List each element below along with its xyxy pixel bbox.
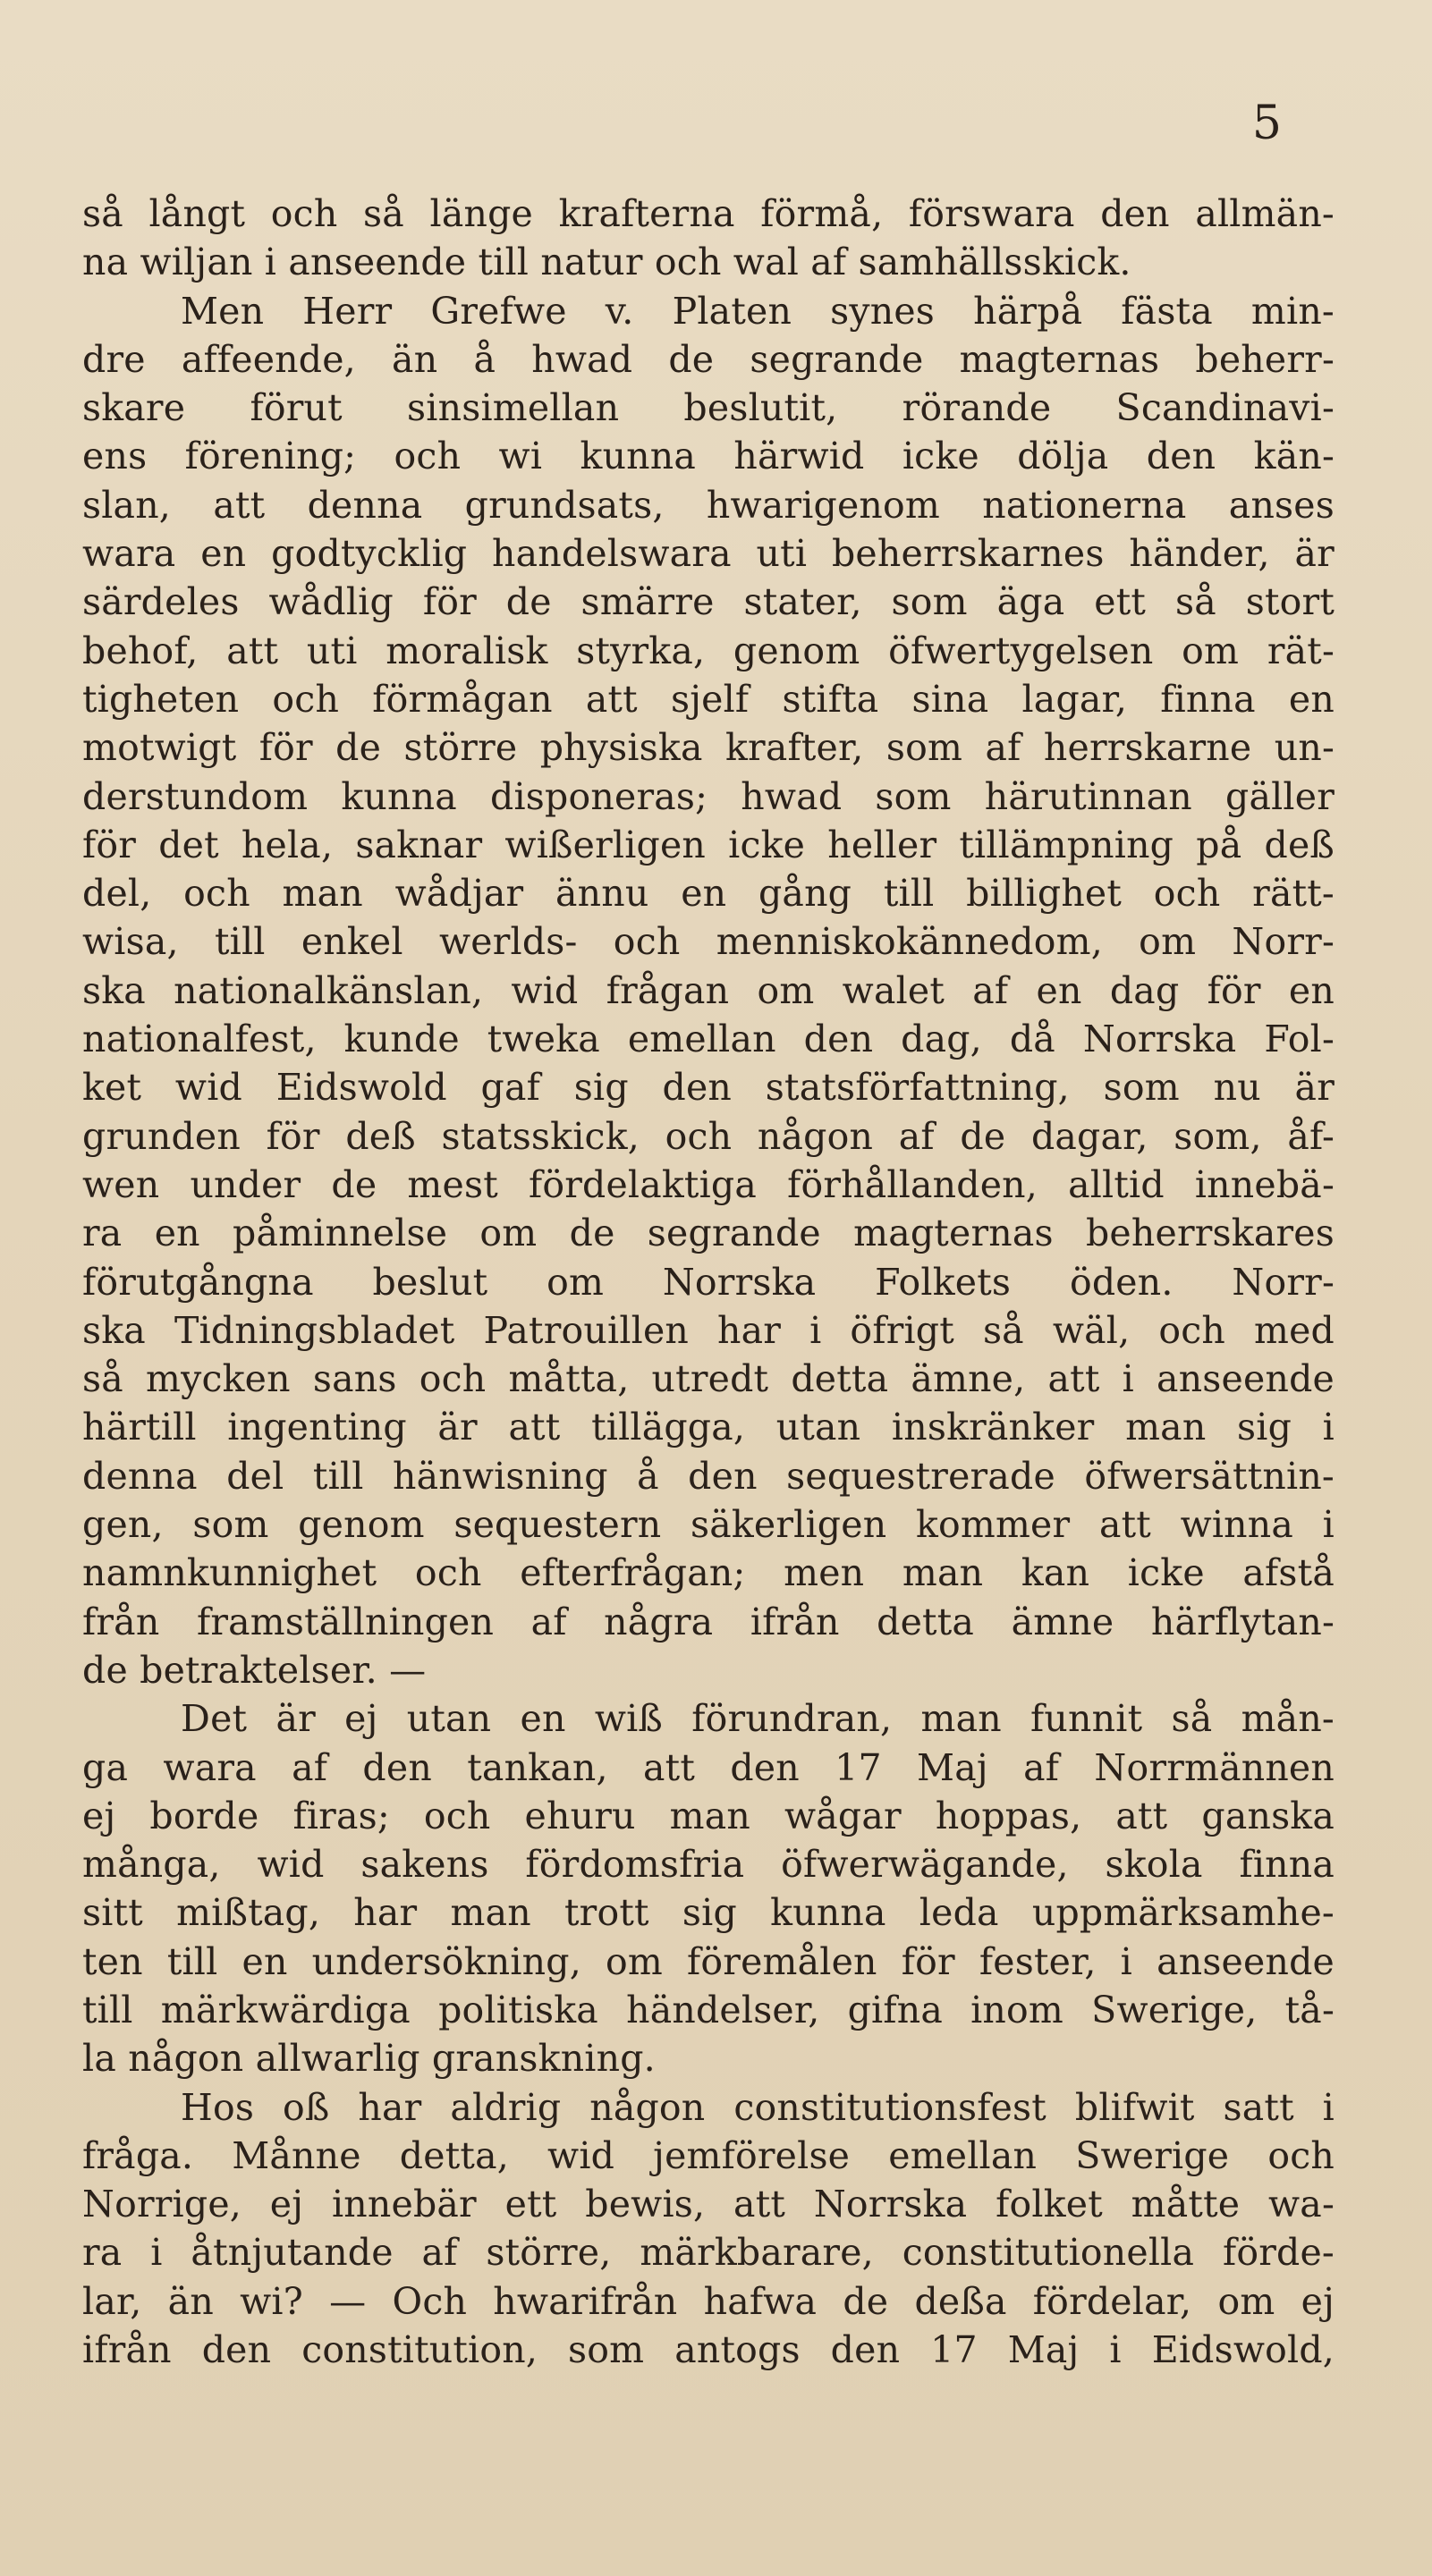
text-line: wisa, till enkel werlds- och menniskokännedom, om Norr- xyxy=(82,920,1335,964)
text-line: la någon allwarlig granskning. xyxy=(82,2037,656,2081)
text-line: Det är ej utan en wiß förundran, man funnit så mån- xyxy=(181,1697,1335,1741)
paragraph xyxy=(82,190,1335,287)
page-number: 5 xyxy=(1251,97,1282,150)
text-line: härtill ingenting är att tillägga, utan inskränker man sig i xyxy=(82,1406,1335,1449)
paragraph xyxy=(82,2083,1335,2375)
text-line: na wiljan i anseende till natur och wal af samhällsskick. xyxy=(82,241,1131,284)
text-line: grunden för deß statsskick, och någon af de dagar, som, åf- xyxy=(82,1114,1335,1158)
text-line: Men Herr Grefwe v. Platen synes härpå fästa min- xyxy=(181,289,1335,333)
text-line: wen under de mest fördelaktiga förhållanden, alltid innebä- xyxy=(82,1162,1335,1206)
paragraph xyxy=(82,287,1335,1695)
text-line: wara en godtycklig handelswara uti beherrskarnes händer, är xyxy=(82,532,1335,576)
text-line: skare förut sinsimellan beslutit, rörande Scandinavi- xyxy=(82,386,1335,430)
text-line: så långt och så länge krafterna förmå, förswara den allmän- xyxy=(82,192,1335,235)
text-line: ket wid Eidswold gaf sig den statsförfattning, som nu är xyxy=(82,1066,1335,1110)
text-line: ifrån den constitution, som antogs den 17 Maj i Eidswold, xyxy=(82,2328,1335,2372)
text-line: så mycken sans och måtta, utredt detta ämne, att i anseende xyxy=(82,1357,1335,1401)
text-line: del, och man wådjar ännu en gång till billighet och rätt- xyxy=(82,872,1335,916)
text-line: ra en påminnelse om de segrande magternas beherrskares xyxy=(82,1212,1335,1255)
body-text xyxy=(82,190,1335,2374)
text-line: namnkunnighet och efterfrågan; men man kan icke afstå xyxy=(82,1551,1335,1595)
text-line: ska nationalkänslan, wid frågan om walet af en dag för en xyxy=(82,968,1335,1012)
text-line: dre affeende, än å hwad de segrande magternas beherr- xyxy=(82,337,1335,381)
text-line: Hos oß har aldrig någon constitutionsfest blifwit satt i xyxy=(181,2085,1335,2129)
text-line: derstundom kunna disponeras; hwad som härutinnan gäller xyxy=(82,774,1335,818)
text-line: ga wara af den tankan, att den 17 Maj af Norrmännen xyxy=(82,1745,1335,1789)
text-line: ej borde firas; och ehuru man wågar hoppas, att ganska xyxy=(82,1794,1335,1837)
text-line: till märkwärdiga politiska händelser, gifna inom Swerige, tå- xyxy=(82,1988,1335,2031)
text-line: motwigt för de större physiska krafter, som af herrskarne un- xyxy=(82,726,1335,770)
text-line: Norrige, ej innebär ett bewis, att Norrska folket måtte wa- xyxy=(82,2183,1335,2226)
text-line: ens förening; och wi kunna härwid icke dölja den kän- xyxy=(82,435,1335,478)
text-line: lar, än wi? — Och hwarifrån hafwa de deßa fördelar, om ej xyxy=(82,2279,1335,2323)
text-line: de betraktelser. — xyxy=(82,1648,427,1692)
text-line: förutgångna beslut om Norrska Folkets öden. Norr- xyxy=(82,1260,1335,1304)
text-line: särdeles wådlig för de smärre stater, som äga ett så stort xyxy=(82,580,1335,624)
text-line: denna del till hänwisning å den sequestrerade öfwersättnin- xyxy=(82,1454,1335,1498)
text-line: för det hela, saknar wißerligen icke heller tillämpning på deß xyxy=(82,823,1335,866)
text-line: ra i åtnjutande af större, märkbarare, constitutionella förde- xyxy=(82,2231,1335,2275)
text-line: nationalfest, kunde tweka emellan den dag, då Norrska Fol- xyxy=(82,1018,1335,1061)
paragraph xyxy=(82,1694,1335,2082)
text-line: fråga. Månne detta, wid jemförelse emellan Swerige och xyxy=(82,2133,1335,2177)
text-line: tigheten och förmågan att sjelf stifta sina lagar, finna en xyxy=(82,677,1335,721)
text-line: behof, att uti moralisk styrka, genom öfwertygelsen om rät- xyxy=(82,629,1335,672)
text-line: många, wid sakens fördomsfria öfwerwägande, skola finna xyxy=(82,1843,1335,1887)
text-line: ska Tidningsbladet Patrouillen har i öfrigt så wäl, och med xyxy=(82,1308,1335,1352)
text-line: ten till en undersökning, om föremålen för fester, i anseende xyxy=(82,1939,1335,1983)
text-line: gen, som genom sequestern säkerligen kommer att winna i xyxy=(82,1503,1335,1547)
text-line: från framställningen af några ifrån detta ämne härflytan- xyxy=(82,1600,1335,1643)
text-line: sitt mißtag, har man trott sig kunna leda uppmärksamhe- xyxy=(82,1891,1335,1935)
text-line: slan, att denna grundsats, hwarigenom nationerna anses xyxy=(82,483,1335,527)
